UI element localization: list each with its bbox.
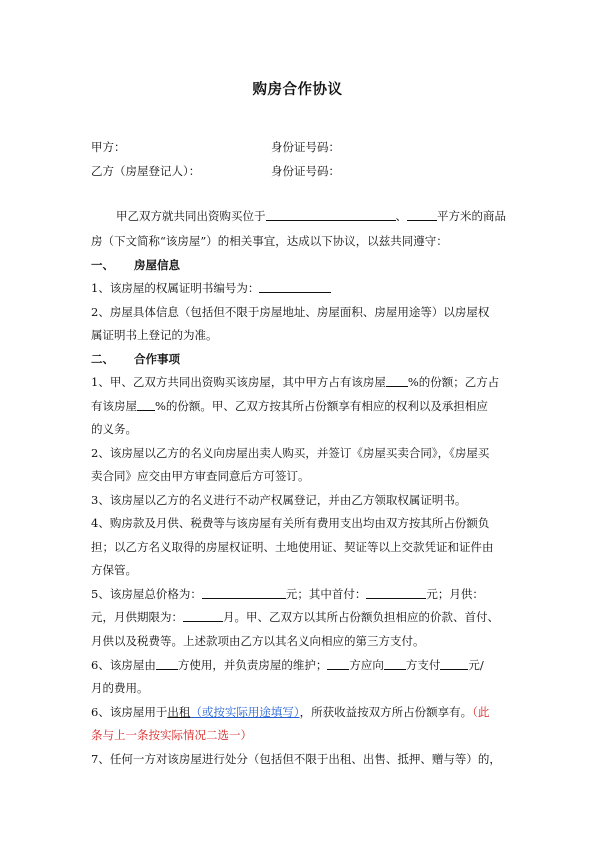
usage-value: 出租 <box>167 705 191 719</box>
s2-item-5-text-c: 元；月供： <box>426 587 484 601</box>
usage-hint: （或按实际用途填写） <box>190 705 300 719</box>
s2-item-6-text-b: 方使用，并负责房屋的维护； <box>177 658 328 672</box>
s2-item-6-text-e: 元/ <box>468 658 484 672</box>
s2-item-6b-line-1 <box>91 705 489 719</box>
party-a-line <box>91 140 126 154</box>
section-1-heading <box>91 258 180 272</box>
blank-down-payment <box>366 587 426 599</box>
s2-item-1-text-a: 1、甲、乙双方共同出资购买该房屋，其中甲方占有该房屋 <box>91 375 386 389</box>
s2-item-1-line-1 <box>91 375 499 389</box>
s1-item-2-line-2: 属证明书上登记的为准。 <box>91 328 218 342</box>
s2-item-2-line-2: 卖合同》应交由甲方审查同意后方可签订。 <box>91 469 310 483</box>
party-b-id-label: 身份证号码： <box>271 164 340 178</box>
s2-item-1-line-2 <box>91 399 488 413</box>
choice-note-start: （此 <box>472 705 490 719</box>
s2-item-1-line-3: 的义务。 <box>91 422 137 436</box>
blank-certificate-number <box>259 281 331 293</box>
s1-item-2-line-1: 2、房屋具体信息（包括但不限于房屋地址、房屋面积、房屋用途等）以房屋权 <box>91 305 490 319</box>
intro-line-2: 房（下文简称“该房屋”）的相关事宜，达成以下协议，以兹共同遵守： <box>91 234 448 248</box>
intro-text-c: 平方米的商品 <box>437 209 506 223</box>
section-1-title: 房屋信息 <box>134 258 180 272</box>
choice-note-line-2: 条与上一条按实际情况二选一） <box>91 728 252 742</box>
s2-item-5-line-3: 月供以及税费等。上述款项由乙方以其名义向相应的第三方支付。 <box>91 634 425 648</box>
intro-line-1 <box>116 209 506 223</box>
s1-item-1-text: 1、该房屋的权属证明书编号为： <box>91 281 260 295</box>
blank-share-a <box>386 375 408 387</box>
section-1-number: 一、 <box>91 258 114 272</box>
blank-total-price <box>202 587 286 599</box>
blank-installment-period <box>183 610 223 622</box>
section-2-title: 合作事项 <box>134 352 180 366</box>
s2-item-5-text-d: 元，月供期限为： <box>91 610 183 624</box>
s2-item-3: 3、该房屋以乙方的名义进行不动产权属登记，并由乙方领取权属证明书。 <box>91 493 467 507</box>
intro-text-a: 甲乙双方就共同出资购买位于 <box>116 209 266 223</box>
s2-item-6b-text-a: 6、该房屋用于 <box>91 705 168 719</box>
blank-payer-party <box>327 658 349 670</box>
party-a-id-label: 身份证号码： <box>271 140 340 154</box>
intro-text-b: 、 <box>395 209 407 223</box>
party-a-label: 甲方： <box>91 140 126 154</box>
s2-item-6-text-d: 方支付 <box>405 658 441 672</box>
s2-item-5-text-e: 月。甲、乙双方以其所占份额负担相应的价款、首付、 <box>223 610 499 624</box>
s1-item-1 <box>91 281 331 295</box>
s2-item-5-text-b: 元；其中首付： <box>285 587 367 601</box>
s2-item-5-line-1 <box>91 587 484 601</box>
s2-item-5-text-a: 5、该房屋总价格为： <box>91 587 202 601</box>
s2-item-6-text-a: 6、该房屋由 <box>91 658 156 672</box>
s2-item-7-line-1: 7、任何一方对该房屋进行处分（包括但不限于出租、出售、抵押、赠与等）的， <box>91 752 501 766</box>
blank-address <box>266 209 396 221</box>
s2-item-6-line-1 <box>91 658 484 672</box>
section-2-number: 二、 <box>91 352 114 366</box>
s2-item-6-line-2: 月的费用。 <box>91 681 149 695</box>
s2-item-6-text-c: 方应向 <box>349 658 384 672</box>
s2-item-2-line-1: 2、该房屋以乙方的名义向房屋出卖人购买，并签订《房屋买卖合同》，《房屋买 <box>91 446 490 460</box>
blank-user-party <box>156 658 178 670</box>
blank-area <box>407 209 437 221</box>
s2-item-4-line-3: 方保管。 <box>91 563 137 577</box>
document-title: 购房合作协议 <box>252 81 343 98</box>
blank-payee-party <box>384 658 406 670</box>
blank-share-b <box>137 399 155 411</box>
s2-item-1-text-b: %的份额；乙方占 <box>407 375 500 389</box>
s2-item-1-text-c: 有该房屋 <box>91 399 137 413</box>
s2-item-4-line-2: 担；以乙方名义取得的房屋权证明、土地使用证、契证等以上交款凭证和证件由 <box>91 540 494 554</box>
party-b-line <box>91 164 200 178</box>
s2-item-6b-text-b: ，所获收益按双方所占份额享有。 <box>299 705 473 719</box>
party-b-label: 乙方（房屋登记人）： <box>91 164 201 178</box>
section-2-heading <box>91 352 180 366</box>
blank-monthly-fee <box>440 658 468 670</box>
s2-item-1-text-d: %的份额。甲、乙双方按其所占份额享有相应的权利以及承担相应 <box>155 399 488 413</box>
s2-item-5-line-2 <box>91 610 499 624</box>
s2-item-4-line-1: 4、购房款及月供、税费等与该房屋有关所有费用支出均由双方按其所占份额负 <box>91 516 490 530</box>
